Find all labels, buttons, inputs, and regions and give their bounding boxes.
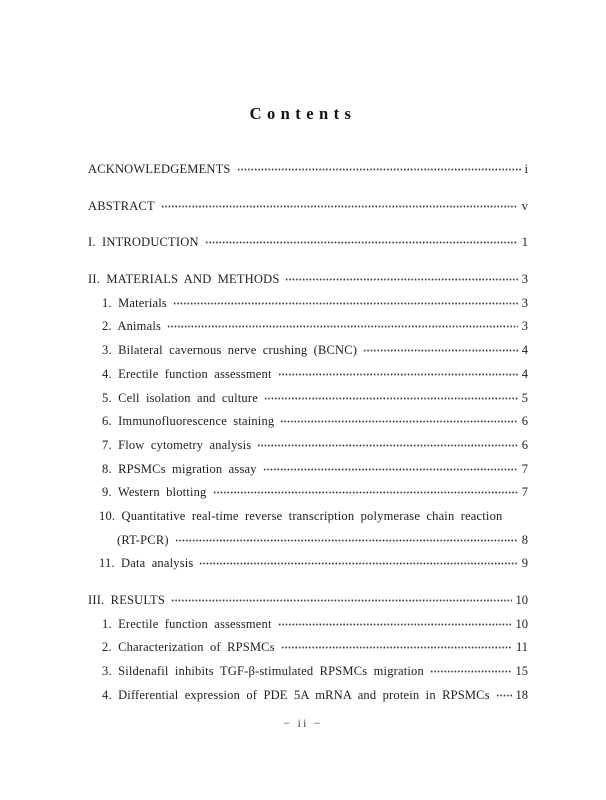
toc-row xyxy=(88,552,528,576)
toc-row xyxy=(88,363,528,387)
dot-leader xyxy=(171,597,511,604)
toc-row xyxy=(88,613,528,637)
dot-leader xyxy=(281,644,512,651)
dot-leader xyxy=(205,239,518,246)
toc-entry-label: 7. Flow cytometry analysis xyxy=(102,437,252,452)
dot-leader xyxy=(278,371,518,378)
toc-entry-page: 15 xyxy=(515,664,528,679)
toc-row xyxy=(88,387,528,411)
toc-row xyxy=(88,458,528,482)
toc-entry-label: 3. Bilateral cavernous nerve crushing (BCNC) xyxy=(102,343,358,358)
toc-entry-page: 18 xyxy=(515,687,528,702)
toc-entry-label: II. MATERIALS AND METHODS xyxy=(88,272,280,287)
dot-leader xyxy=(430,668,512,675)
toc-row xyxy=(88,660,528,684)
dot-leader xyxy=(173,300,518,307)
dot-leader xyxy=(363,347,518,354)
toc-entry-label: 4. Differential expression of PDE 5A mRNA and protein in RPSMCs xyxy=(102,687,490,702)
dot-leader xyxy=(496,692,512,699)
toc-row xyxy=(88,195,528,219)
toc-entry-page: 8 xyxy=(521,532,528,547)
toc-entry-page: 11 xyxy=(515,640,528,655)
toc-entry-page: 10 xyxy=(515,616,528,631)
toc-row xyxy=(88,529,528,553)
toc-row xyxy=(88,481,528,505)
toc-row xyxy=(88,292,528,316)
toc-entry-label: 8. RPSMCs migration assay xyxy=(102,461,257,476)
dot-leader xyxy=(199,560,517,567)
toc-entry-page: 7 xyxy=(521,461,528,476)
toc-row xyxy=(88,589,528,613)
toc-row xyxy=(88,315,528,339)
toc-row xyxy=(88,434,528,458)
toc-row xyxy=(88,268,528,292)
toc-entry-page: 4 xyxy=(521,343,528,358)
toc-entry-page: 3 xyxy=(521,272,528,287)
toc-entry-label: 10. Quantitative real-time reverse transcription polymerase chain reaction xyxy=(99,508,503,523)
toc-row xyxy=(88,636,528,660)
table-of-contents xyxy=(88,158,528,707)
toc-row xyxy=(88,158,528,182)
toc-entry-label: 1. Materials xyxy=(102,295,167,310)
dot-leader xyxy=(285,276,517,283)
toc-row xyxy=(88,684,528,708)
dot-leader xyxy=(280,418,517,425)
toc-entry-label: 3. Sildenafil inhibits TGF-β-stimulated RPSMCs migration xyxy=(102,664,424,679)
dot-leader xyxy=(213,489,518,496)
toc-entry-page: 6 xyxy=(521,414,528,429)
dot-leader xyxy=(237,166,521,173)
page-number-footer: − ii − xyxy=(283,716,323,731)
toc-entry-page: 5 xyxy=(521,390,528,405)
toc-entry-label: 5. Cell isolation and culture xyxy=(102,390,258,405)
toc-entry-label: III. RESULTS xyxy=(88,593,166,607)
toc-entry-page: i xyxy=(524,162,528,176)
dot-leader xyxy=(264,395,518,402)
toc-entry-label: 11. Data analysis xyxy=(99,556,194,571)
dot-leader xyxy=(257,442,517,449)
dot-leader xyxy=(175,537,518,544)
toc-entry-page: 4 xyxy=(521,366,528,381)
toc-entry-label: I. INTRODUCTION xyxy=(88,235,199,250)
page-title: Contents xyxy=(249,104,357,123)
toc-row xyxy=(88,231,528,255)
toc-entry-page: 7 xyxy=(521,485,528,500)
dot-leader xyxy=(263,466,518,473)
toc-entry-page: 9 xyxy=(521,556,528,571)
toc-entry-page: v xyxy=(521,198,528,213)
dot-leader xyxy=(167,323,518,330)
toc-entry-label: 1. Erectile function assessment xyxy=(102,616,272,631)
toc-entry-label: 9. Western blotting xyxy=(102,485,207,500)
toc-entry-page: 1 xyxy=(521,235,528,250)
toc-entry-label: 2. Animals xyxy=(102,319,162,334)
dot-leader xyxy=(161,203,518,210)
toc-entry-page: 10 xyxy=(515,593,528,607)
dot-leader xyxy=(278,621,512,628)
toc-entry-page: 6 xyxy=(521,437,528,452)
toc-entry-label: (RT-PCR) xyxy=(117,532,169,547)
toc-entry-label: 6. Immunofluorescence staining xyxy=(102,414,275,429)
toc-entry-label: 2. Characterization of RPSMCs xyxy=(102,640,275,655)
toc-row xyxy=(88,339,528,363)
toc-entry-page: 3 xyxy=(521,295,528,310)
toc-entry-label: ACKNOWLEDGEMENTS xyxy=(88,162,231,176)
toc-entry-label: ABSTRACT xyxy=(88,198,155,213)
toc-row xyxy=(88,410,528,434)
toc-entry-label: 4. Erectile function assessment xyxy=(102,366,272,381)
toc-entry-page: 3 xyxy=(521,319,528,334)
toc-row xyxy=(88,505,528,529)
